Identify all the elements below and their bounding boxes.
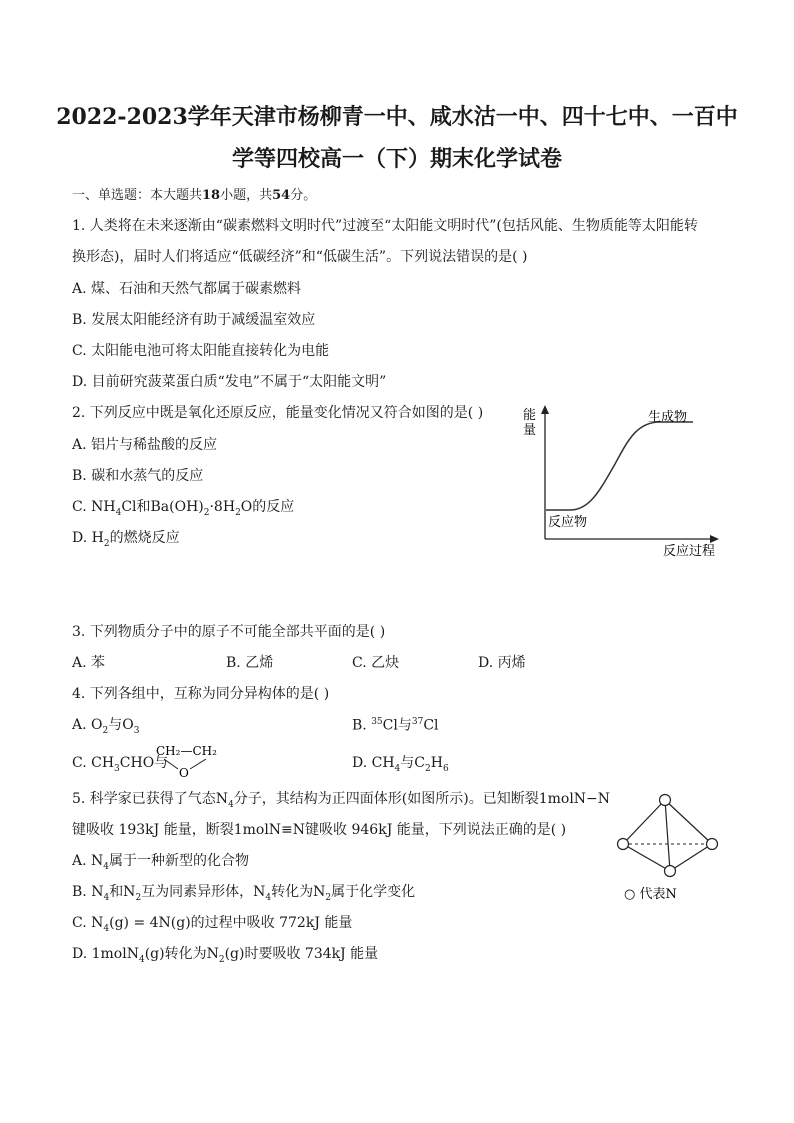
- section-header: 一、单选题：本大题共18小题，共54分。: [72, 188, 317, 203]
- q5-option-b: B. $N_4$和$N_2$互为同素异形体，$N_4$转化为$N_2$属于化学变化: [72, 884, 416, 903]
- energy-axis-y-arrow: [541, 405, 549, 414]
- q5-option-a: A. $N_4$属于一种新型的化合物: [72, 853, 249, 872]
- tetra-edge-left-bottom: [623, 844, 670, 871]
- q2-option-d: D. $H_2$的燃烧反应: [72, 530, 180, 549]
- energy-reactant-label: 反应物: [548, 515, 588, 530]
- q2-stem: 2. 下列反应中既是氧化还原反应，能量变化情况又符合如图的是( ): [72, 405, 484, 421]
- energy-product-label: 生成物: [648, 410, 688, 425]
- energy-y-label-1: 能: [523, 408, 537, 423]
- n-atom-bottom: [665, 866, 676, 877]
- q4-option-b: B. $^{35}$Cl与$^{37}$Cl: [352, 717, 439, 734]
- q2-option-a: A. 铝片与稀盐酸的反应: [72, 437, 218, 453]
- q2-energy-diagram: [515, 402, 745, 562]
- ethylene-oxide-structure: [154, 742, 226, 778]
- q1-option-b: B. 发展太阳能经济有助于减缓温室效应: [72, 312, 316, 328]
- q1-option-a: A. 煤、石油和天然气都属于碳素燃料: [72, 281, 302, 297]
- n4-tetrahedron-diagram: [608, 790, 738, 908]
- q1-stem-line-2: 换形态)，届时人们将适应“低碳经济”和“低碳生活”。下列说法错误的是( ): [72, 249, 528, 265]
- q1-option-d: D. 目前研究菠菜蛋白质“发电”不属于“太阳能文明”: [72, 374, 387, 390]
- energy-y-label-2: 量: [523, 423, 537, 438]
- q3-option-c: C. 乙炔: [352, 655, 400, 671]
- tetra-edge-top-bottom: [665, 800, 670, 871]
- q2-option-c: C. $NH_4Cl$和$Ba(OH)_2\cdot 8H_2O$的反应: [72, 499, 295, 518]
- q2-option-b: B. 碳和水蒸气的反应: [72, 468, 204, 484]
- page-title-line-2: 学等四校高一（下）期末化学试卷: [231, 146, 562, 172]
- q3-option-d: D. 丙烯: [478, 655, 526, 671]
- n-atom-right: [707, 839, 718, 850]
- tetra-edge-top-left: [623, 800, 665, 844]
- q3-option-b: B. 乙烯: [226, 655, 274, 671]
- energy-x-label: 反应过程: [663, 544, 716, 559]
- q1-stem-line-1: 1. 人类将在未来逐渐由“碳素燃料文明时代”过渡至“太阳能文明时代”(包括风能、生物质能等太阳能转: [72, 218, 698, 234]
- n-atom-top: [660, 795, 671, 806]
- ethylene-oxide-oxygen: O: [179, 766, 189, 778]
- q4-option-d: D. $CH_4$与$C_2H_6$: [352, 755, 449, 774]
- n-atom-left: [618, 839, 629, 850]
- ethylene-oxide-bond-right: [190, 759, 206, 769]
- q3-option-a: A. 苯: [72, 655, 106, 671]
- q4-stem: 4. 下列各组中，互称为同分异构体的是( ): [72, 686, 330, 702]
- q1-option-c: C. 太阳能电池可将太阳能直接转化为电能: [72, 343, 330, 359]
- ethylene-oxide-bond-left: [164, 759, 178, 769]
- q4-option-c: C. $CH_3CHO$与: [72, 755, 169, 774]
- q5-stem-line-1: 5. 科学家已获得了气态$N_4$分子，其结构为正四面体形(如图所示)。已知断裂1molN−N: [72, 791, 611, 810]
- energy-curve: [546, 422, 693, 510]
- q3-stem: 3. 下列物质分子中的原子不可能全部共平面的是( ): [72, 624, 386, 640]
- q5-option-d: D. 1molN$_4$(g)转化为$N_2(g)$时要吸收 734kJ 能量: [72, 946, 379, 965]
- tetra-edge-top-right: [665, 800, 712, 844]
- tetra-legend: ○ 代表N: [624, 887, 677, 902]
- energy-axis-x-arrow: [710, 535, 719, 543]
- q5-stem-line-2: 键吸收 193kJ 能量，断裂1molN≡N键吸收 946kJ 能量，下列说法正确的是( ): [72, 822, 567, 838]
- page-title-line-1: 2022-2023学年天津市杨柳青一中、咸水沽一中、四十七中、一百中: [56, 104, 738, 130]
- ethylene-oxide-chain: CH₂—CH₂: [156, 744, 217, 758]
- q5-option-c: C. $N_4(g) = 4N(g)$的过程中吸收 772kJ 能量: [72, 915, 353, 934]
- tetra-edge-right-bottom: [670, 844, 712, 871]
- q4-option-a: A. $O_2$与$O_3$: [72, 717, 140, 736]
